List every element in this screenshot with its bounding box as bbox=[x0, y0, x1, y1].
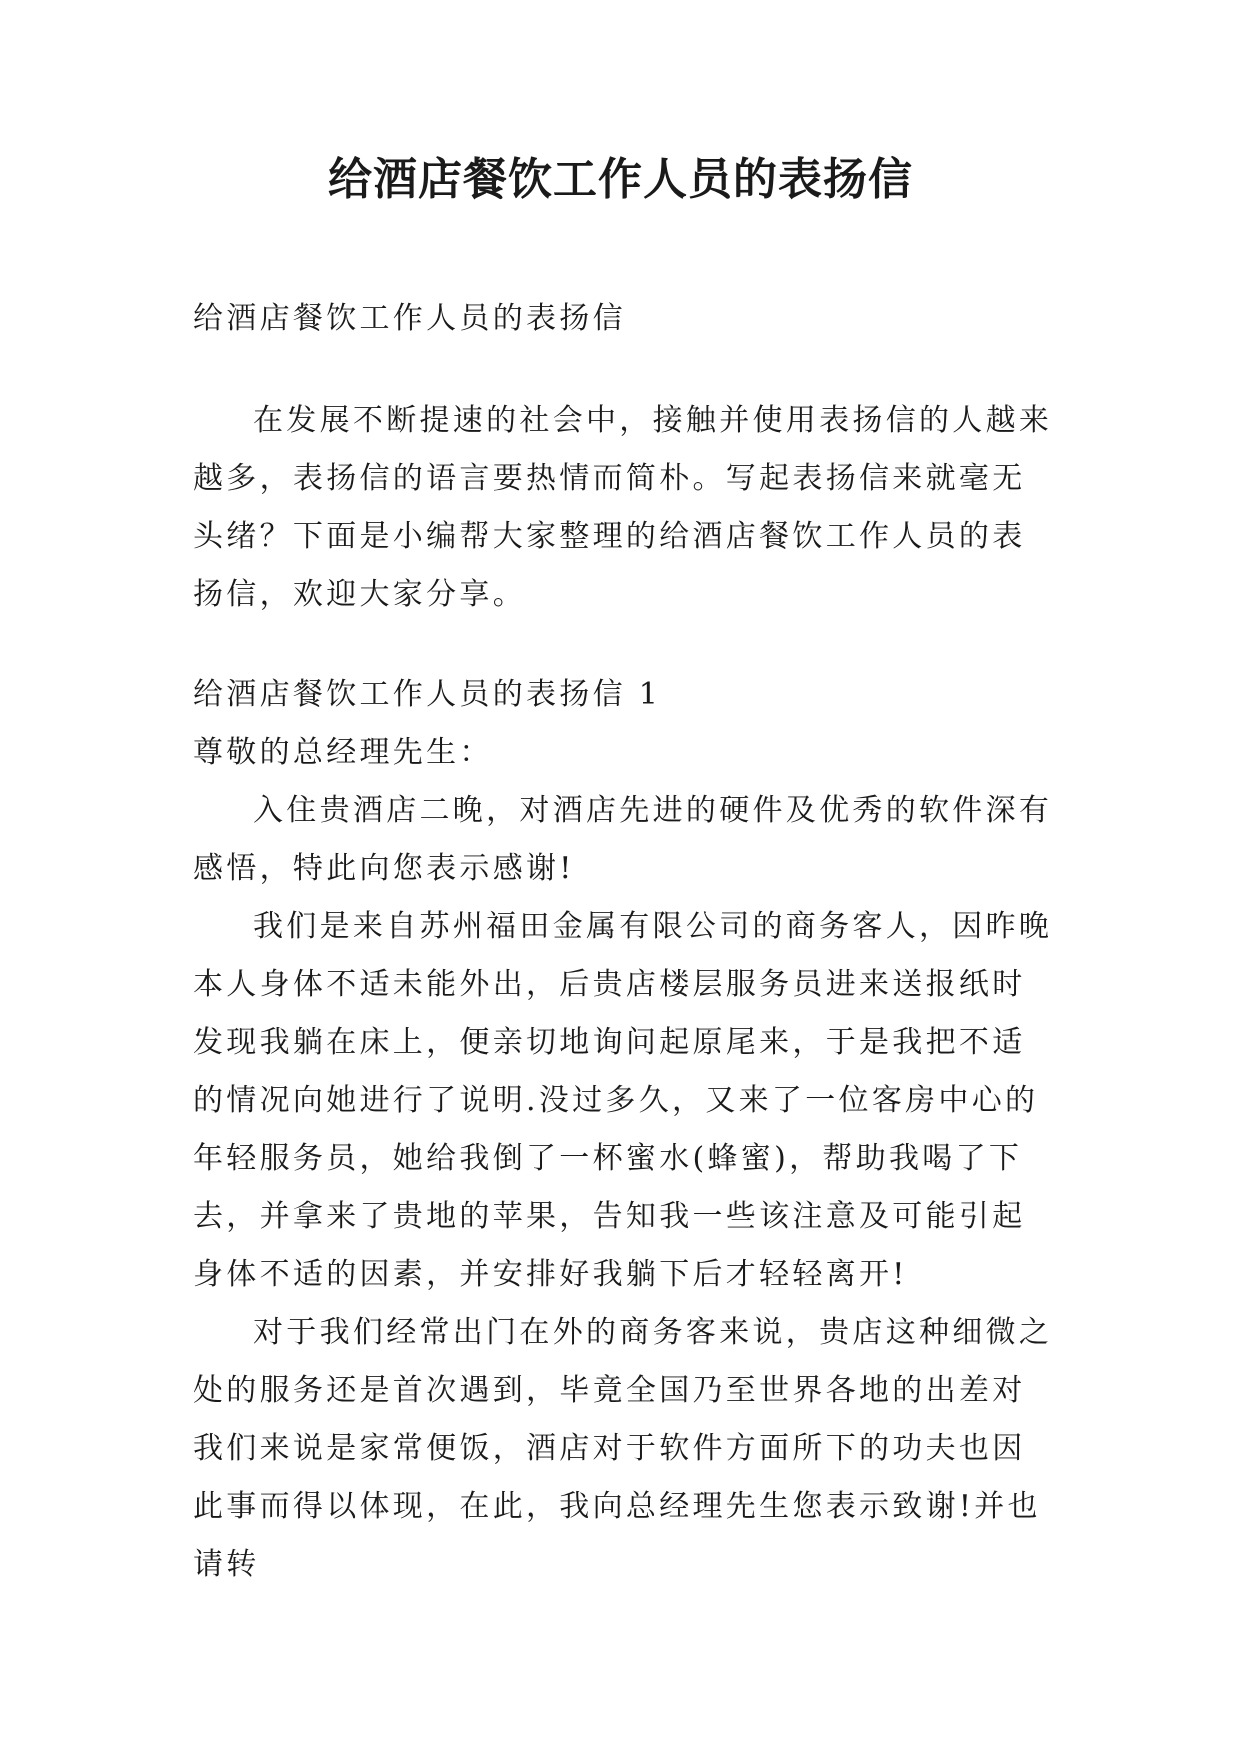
letter-paragraph: 对于我们经常出门在外的商务客来说，贵店这种细微之处的服务还是首次遇到，毕竟全国乃至世界各地的出差对我们来说是家常便饭，酒店对于软件方面所下的功夫也因此事而得以体现，在此，我向总经理先生您表示致谢!并也请转 bbox=[193, 1315, 1053, 1582]
letter-paragraph: 入住贵酒店二晚，对酒店先进的硬件及优秀的软件深有感悟，特此向您表示感谢! bbox=[193, 793, 1053, 886]
section-heading: 给酒店餐饮工作人员的表扬信 1 bbox=[193, 677, 662, 712]
letter-paragraph: 我们是来自苏州福田金属有限公司的商务客人，因昨晚本人身体不适未能外出，后贵店楼层服务员进来送报纸时发现我躺在床上，便亲切地询问起原尾来，于是我把不适的情况向她进行了说明.没过多久，又来了一位客房中心的年轻服务员，她给我倒了一杯蜜水(蜂蜜)，帮助我喝了下去，并拿来了贵地的苹果，告知我一些该注意及可能引起身体不适的因素，并安排好我躺下后才轻轻离开! bbox=[193, 909, 1053, 1292]
intro-paragraph: 在发展不断提速的社会中，接触并使用表扬信的人越来越多，表扬信的语言要热情而简朴。写起表扬信来就毫无头绪？下面是小编帮大家整理的给酒店餐饮工作人员的表扬信，欢迎大家分享。 bbox=[193, 403, 1053, 612]
letter-salutation: 尊敬的总经理先生： bbox=[193, 735, 493, 770]
document-body bbox=[193, 290, 1053, 1594]
document-subtitle: 给酒店餐饮工作人员的表扬信 bbox=[193, 301, 626, 336]
document-title: 给酒店餐饮工作人员的表扬信 bbox=[328, 154, 913, 205]
